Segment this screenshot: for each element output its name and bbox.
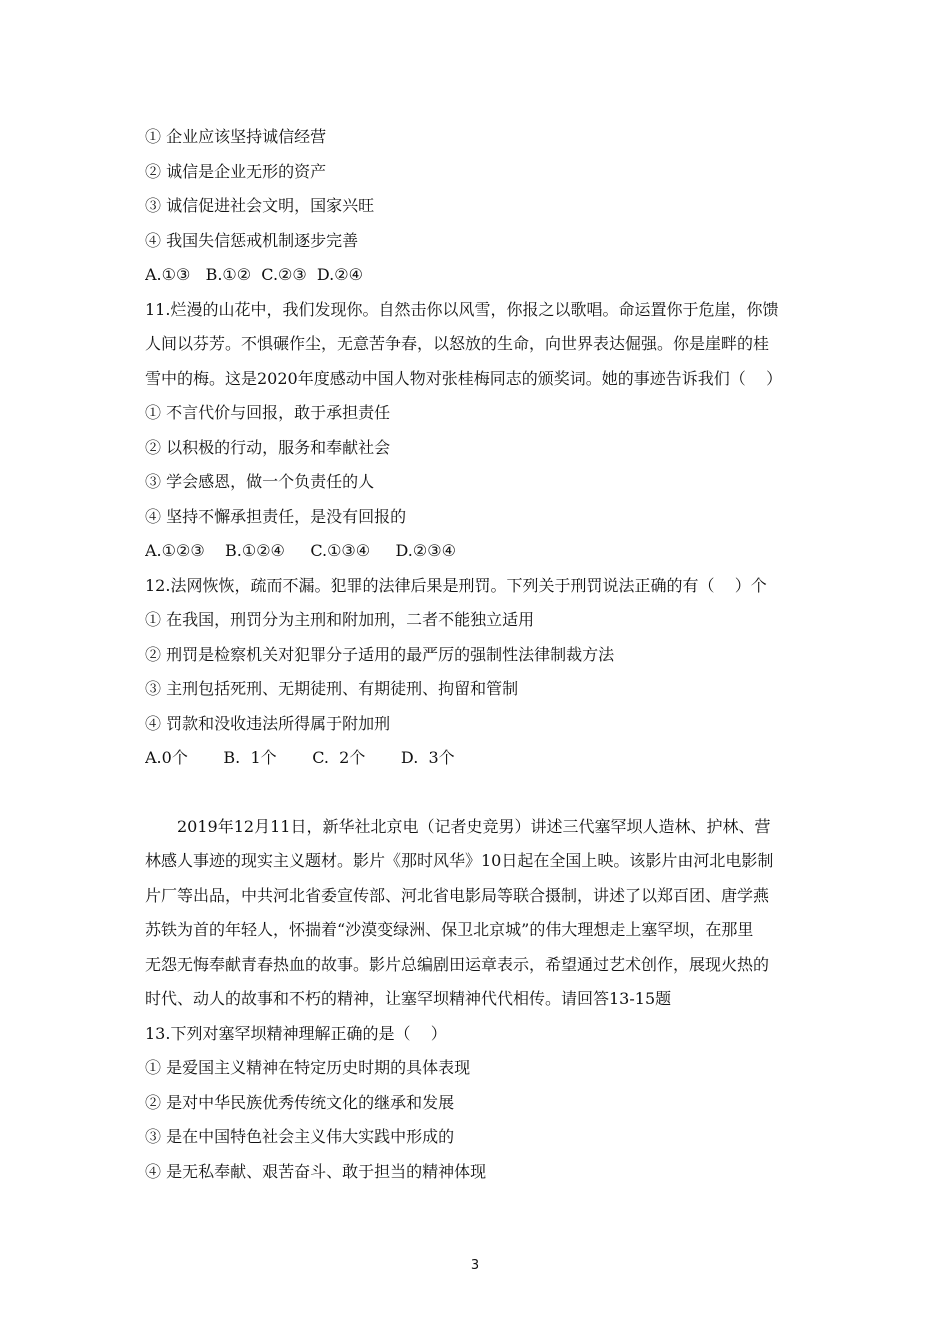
section-spacer	[145, 776, 810, 810]
material-line-6: 时代、动人的故事和不朽的精神，让塞罕坝精神代代相传。请回答13-15题	[145, 989, 672, 1008]
question-11	[145, 293, 810, 569]
q11-stem-line-1: 11.烂漫的山花中，我们发现你。自然击你以风雪，你报之以歌唱。命运置你于危崖，你馈	[145, 299, 779, 319]
q12-option-4: ④ 罚款和没收违法所得属于附加刑	[145, 713, 391, 733]
q10-answer-choices: A.①③ B.①② C.②③ D.②④	[145, 265, 363, 284]
question-10	[145, 120, 810, 293]
material-line-4: 苏铁为首的年轻人，怀揣着“沙漠变绿洲、保卫北京城”的伟大理想走上塞罕坝，在那里	[145, 920, 754, 939]
question-12	[145, 569, 810, 776]
material-line-1: 2019年12月11日，新华社北京电（记者史竞男）讲述三代塞罕坝人造林、护林、营	[177, 816, 771, 836]
q13-option-2: ② 是对中华民族优秀传统文化的继承和发展	[145, 1092, 455, 1112]
q10-option-1: ① 企业应该坚持诚信经营	[145, 127, 327, 146]
material-line-3: 片厂等出品，中共河北省委宣传部、河北省电影局等联合摄制，讲述了以郑百团、唐学燕	[145, 885, 770, 905]
q11-stem-line-2: 人间以芬芳。不惧碾作尘，无意苦争春，以怒放的生命，向世界表达倔强。你是崖畔的桂	[145, 334, 770, 353]
q11-stem-line-3: 雪中的梅。这是2020年度感动中国人物对张桂梅同志的颁奖词。她的事迹告诉我们（ ）	[145, 368, 783, 388]
material-line-5: 无怨无悔奉献青春热血的故事。影片总编剧田运章表示，希望通过艺术创作，展现火热的	[145, 954, 770, 974]
q13-option-3: ③ 是在中国特色社会主义伟大实践中形成的	[145, 1127, 455, 1146]
q13-option-4: ④ 是无私奉献、艰苦奋斗、敢于担当的精神体现	[145, 1161, 487, 1181]
question-13	[145, 1017, 810, 1190]
q11-answer-choices: A.①②③ B.①②④ C.①③④ D.②③④	[145, 541, 456, 560]
material-line-2: 林感人事迹的现实主义题材。影片《那时风华》10日起在全国上映。该影片由河北电影制	[145, 851, 774, 870]
q10-option-4: ④ 我国失信惩戒机制逐步完善	[145, 230, 359, 250]
q12-answer-choices: A.0个 B. 1个 C. 2个 D. 3个	[145, 748, 455, 767]
q12-stem: 12.法网恢恢，疏而不漏。犯罪的法律后果是刑罚。下列关于刑罚说法正确的有（ ）个	[145, 575, 767, 595]
page-number: 3	[470, 1258, 480, 1273]
q11-option-1: ① 不言代价与回报，敢于承担责任	[145, 403, 391, 422]
q12-option-2: ② 刑罚是检察机关对犯罪分子适用的最严厉的强制性法律制裁方法	[145, 644, 615, 664]
q11-option-3: ③ 学会感恩，做一个负责任的人	[145, 472, 375, 491]
q13-stem: 13.下列对塞罕坝精神理解正确的是（ ）	[145, 1023, 447, 1043]
q10-option-3: ③ 诚信促进社会文明，国家兴旺	[145, 196, 375, 215]
page-content	[145, 120, 810, 1189]
q11-option-4: ④ 坚持不懈承担责任，是没有回报的	[145, 506, 407, 526]
q12-option-3: ③ 主刑包括死刑、无期徒刑、有期徒刑、拘留和管制	[145, 679, 519, 698]
q12-option-1: ① 在我国，刑罚分为主刑和附加刑，二者不能独立适用	[145, 610, 535, 629]
reading-material	[145, 810, 810, 1017]
q10-option-2: ② 诚信是企业无形的资产	[145, 161, 327, 181]
q11-option-2: ② 以积极的行动，服务和奉献社会	[145, 437, 391, 457]
q13-option-1: ① 是爱国主义精神在特定历史时期的具体表现	[145, 1058, 471, 1077]
